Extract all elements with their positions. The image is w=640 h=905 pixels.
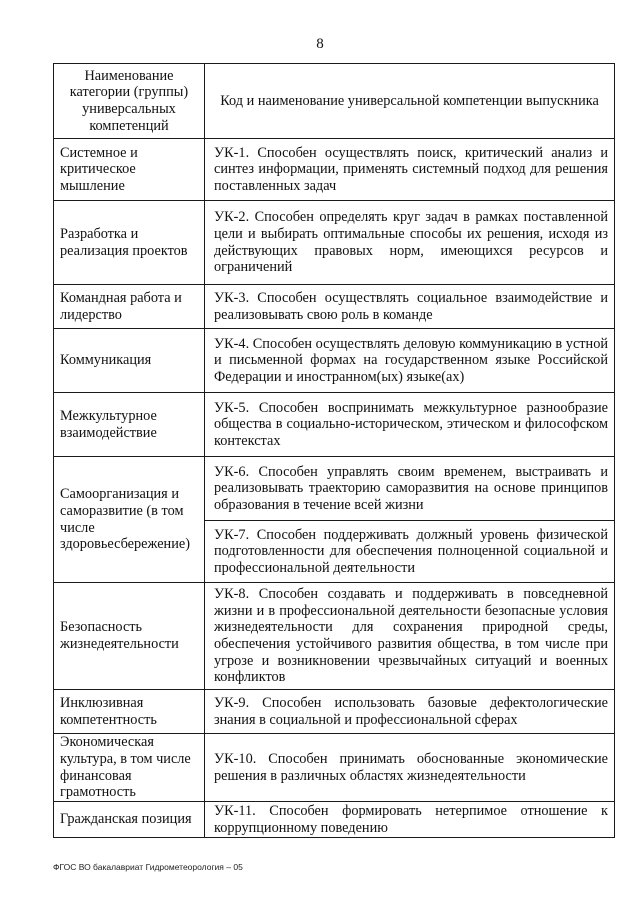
category-cell: Экономическая культура, в том числе финансовая грамотность bbox=[54, 734, 205, 802]
table-row bbox=[54, 457, 615, 521]
competence-cell: УК-6. Способен управлять своим временем, выстраивать и реализовывать траекторию саморазвития на основе принципов образования в течение всей жизни bbox=[205, 457, 615, 521]
header-category: Наименование категории (группы) универсальных компетенций bbox=[54, 64, 205, 139]
table-row bbox=[54, 690, 615, 734]
category-cell: Межкультурное взаимодействие bbox=[54, 393, 205, 457]
document-footer: ФГОС ВО бакалавриат Гидрометеорология – 05 bbox=[53, 862, 243, 872]
category-cell: Коммуникация bbox=[54, 329, 205, 393]
competence-cell: УК-9. Способен использовать базовые дефектологические знания в социальной и профессиональной сферах bbox=[205, 690, 615, 734]
header-competence: Код и наименование универсальной компетенции выпускника bbox=[205, 64, 615, 139]
category-cell: Инклюзивная компетентность bbox=[54, 690, 205, 734]
table-header-row bbox=[54, 64, 615, 139]
competence-cell: УК-11. Способен формировать нетерпимое отношение к коррупционному поведению bbox=[205, 802, 615, 838]
competence-cell: УК-2. Способен определять круг задач в рамках поставленной цели и выбирать оптимальные способы их решения, исходя из действующих правовых норм, имеющихся ресурсов и ограничений bbox=[205, 201, 615, 285]
category-cell: Системное и критическое мышление bbox=[54, 139, 205, 201]
category-cell: Разработка и реализация проектов bbox=[54, 201, 205, 285]
table-row bbox=[54, 201, 615, 285]
table-row bbox=[54, 583, 615, 690]
category-cell: Командная работа и лидерство bbox=[54, 285, 205, 329]
competence-cell: УК-5. Способен воспринимать межкультурное разнообразие общества в социально-историческом, этическом и философском контекстах bbox=[205, 393, 615, 457]
competences-table bbox=[53, 63, 615, 838]
competence-cell: УК-7. Способен поддерживать должный уровень физической подготовленности для обеспечения полноценной социальной и профессиональной деятельности bbox=[205, 521, 615, 583]
table-row bbox=[54, 734, 615, 802]
table-row bbox=[54, 393, 615, 457]
table-row bbox=[54, 285, 615, 329]
competence-cell: УК-1. Способен осуществлять поиск, критический анализ и синтез информации, применять системный подход для решения поставленных задач bbox=[205, 139, 615, 201]
page-number: 8 bbox=[316, 36, 324, 52]
table-row bbox=[54, 802, 615, 838]
table-row bbox=[54, 139, 615, 201]
competence-cell: УК-8. Способен создавать и поддерживать в повседневной жизни и в профессиональной деятельности безопасные условия жизнедеятельности для сохранения природной среды, обеспечения устойчивого развития общества, в том числе при угрозе и возникновении чрезвычайных ситуаций и военных конфликтов bbox=[205, 583, 615, 690]
category-cell: Гражданская позиция bbox=[54, 802, 205, 838]
competence-cell: УК-4. Способен осуществлять деловую коммуникацию в устной и письменной формах на государственном языке Российской Федерации и иностранном(ых) языке(ах) bbox=[205, 329, 615, 393]
competence-cell: УК-3. Способен осуществлять социальное взаимодействие и реализовывать свою роль в команде bbox=[205, 285, 615, 329]
competence-cell: УК-10. Способен принимать обоснованные экономические решения в различных областях жизнедеятельности bbox=[205, 734, 615, 802]
category-cell: Безопасность жизнедеятельности bbox=[54, 583, 205, 690]
table-row bbox=[54, 329, 615, 393]
category-cell: Самоорганизация и саморазвитие (в том числе здоровьесбережение) bbox=[54, 457, 205, 583]
